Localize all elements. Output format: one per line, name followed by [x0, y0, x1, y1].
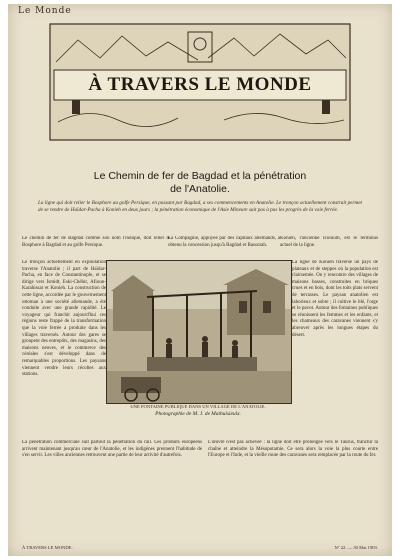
column-bottom-left: La pénétration commerciale suit partout la pénétration du rail. Les produits européens arrivent maintenant jusqu'au cœur de l'Anatolie, et les indigènes prennent l'habitude de s'en servir. Les villes anciennes retrouvent une partie de leur activité d'autrefois. [22, 440, 202, 459]
photo-caption: UNE FONTAINE PUBLIQUE DANS UN VILLAGE DE L'ANATOLIE. [130, 404, 266, 409]
article-title-line1: Le Chemin de fer de Bagdad et la pénétration [93, 170, 307, 182]
article-intro: La ligne qui doit relier le Bosphore au golfe Persique, en passant par Bagdad, a ses commencements en Anatolie. Le tronçon actuellement construit permet de se rendre de Haïdar-Pacha à Konieh en deux jours ; la pénétration économique de l'Asie Mineure suit pas à pas les progrès de la voie ferrée. [38, 200, 362, 213]
column-mid-top: La Compagnie, appuyée par des capitaux allemands, a obtenu la concession jusqu'à Bagdad et Bassorah. [168, 236, 280, 248]
article-title-line2: de l'Anatolie. [170, 183, 230, 195]
column-right: La ligne de Konieh traverse un pays de plateaux et de steppes où la population est clairsemée. On y rencontre des villages de maisons basses, construites en briques crues et en bois, dont les toits plats servent de terrasses. Le paysan anatolien est laborieux et sobre ; il cultive le blé, l'orge et le pavot. Autour des fontaines publiques se réunissent les femmes et les enfants, et les chameaux des caravanes viennent s'y abreuver après les longues étapes du désert. [292, 260, 378, 338]
column-left: Le tronçon actuellement en exploitation traverse l'Anatolie ; il part de Haïdar-Pacha, en face de Constantinople, et se dirige vers Ismidt, Eski-Chéhir, Afioun-Karahissar et Konieh. La construction de cette ligne, accordée par le gouvernement ottoman à une société allemande, a été conduite avec une grande rapidité. Le voyageur qui franchit aujourd'hui ces régions reste frappé de la transformation que la voie ferrée a produite dans les villages traversés. Autour des gares se groupent des entrepôts, des magasins, des maisons neuves, et le commerce des céréales s'est développé dans de remarquables proportions. Les paysans viennent vendre leurs récoltes aux stations. [22, 260, 106, 378]
photo-credit: Photographie de M. J. de Mathuisieulx. [155, 411, 241, 417]
document-page [8, 4, 392, 556]
journal-name: Le Monde [18, 6, 72, 16]
banner-title: À TRAVERS LE MONDE [88, 74, 312, 95]
photo-basin [147, 357, 257, 371]
village-fountain-photo [106, 260, 292, 404]
column-bottom-right: L'œuvre n'est pas achevée : la ligne doit être prolongée vers le Taurus, franchir la chaîne et atteindre la Mésopotamie. Ce sera alors la voie la plus courte entre l'Europe et l'Inde, et la vieille route des caravanes sera remplacée par la route du fer. [208, 440, 378, 459]
footer-right: N° 22. — 30 Mai 1903. [334, 545, 378, 550]
footer-left: À TRAVERS LE MONDE. [22, 545, 73, 550]
column-right-top: Konieh, l'ancienne Iconium, est le terminus actuel de la ligne. [280, 236, 378, 248]
column-left-top: Le chemin de fer de Bagdad comme son nom l'indique, doit relier le Bosphore à Bagdad et au golfe Persique. [22, 236, 170, 248]
article-title [38, 170, 362, 196]
